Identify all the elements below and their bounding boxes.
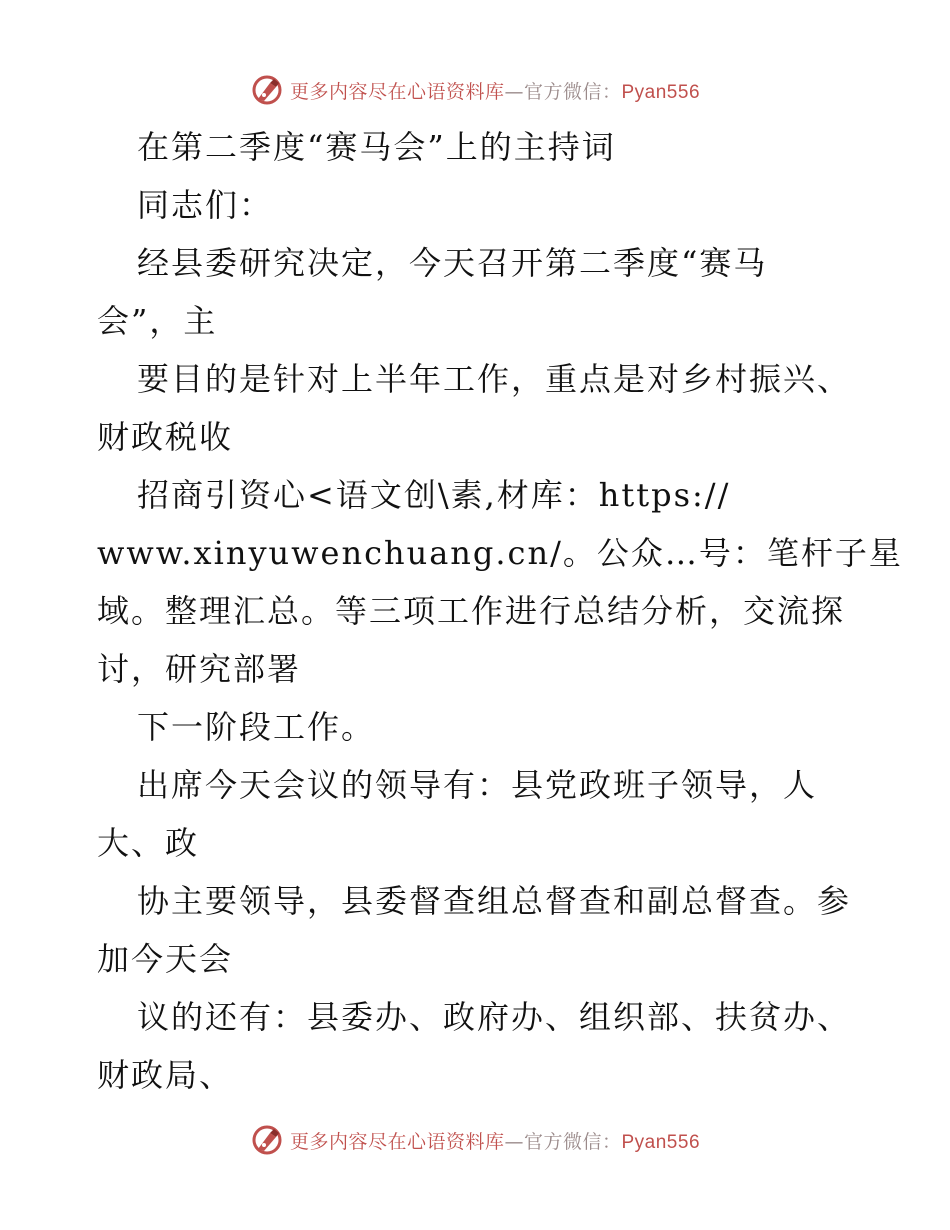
header-watermark xyxy=(0,70,950,110)
watermark-id: Pyan556 xyxy=(621,1131,701,1153)
text-line: 出席今天会议的领导有：县党政班子领导，人 xyxy=(137,766,818,804)
pen-nib-logo-icon xyxy=(250,73,284,107)
text-line: 协主要领导，县委督查组总督查和副总督查。参 xyxy=(137,882,852,920)
text-line: www.xinyuwenchuang.cn/。公众…号：笔杆子星 xyxy=(97,534,903,572)
watermark-main: 更多内容尽在心语资料库 xyxy=(289,1130,505,1153)
text-line: 下一阶段工作。 xyxy=(137,708,376,746)
watermark-text xyxy=(290,1127,700,1154)
watermark-text xyxy=(290,77,700,104)
text-line: 同志们： xyxy=(137,186,274,224)
text-line: 议的还有：县委办、政府办、组织部、扶贫办、 xyxy=(137,998,852,1036)
text-line: 财政税收 xyxy=(97,418,234,456)
watermark-sub: 官方微信： xyxy=(523,80,622,103)
text-line: 会”，主 xyxy=(97,302,218,340)
text-line: 财政局、 xyxy=(97,1056,234,1094)
text-line: 加今天会 xyxy=(97,940,234,978)
watermark-separator: — xyxy=(504,80,524,103)
text-line: 经县委研究决定，今天召开第二季度“赛马 xyxy=(137,244,768,282)
watermark-sub: 官方微信： xyxy=(523,1130,622,1153)
watermark-main: 更多内容尽在心语资料库 xyxy=(289,80,505,103)
text-line: 域。整理汇总。等三项工作进行总结分析，交流探 xyxy=(97,592,846,630)
pen-nib-logo-icon xyxy=(250,1123,284,1157)
document-title: 在第二季度“赛马会”上的主持词 xyxy=(137,128,616,166)
watermark-separator: — xyxy=(504,1130,524,1153)
footer-watermark xyxy=(0,1120,950,1160)
text-line: 要目的是针对上半年工作，重点是对乡村振兴、 xyxy=(137,360,852,398)
text-line: 招商引资心<语文创\素,材库：https:// xyxy=(137,476,731,514)
watermark-id: Pyan556 xyxy=(621,81,701,103)
text-line: 大、政 xyxy=(97,824,200,862)
text-line: 讨，研究部署 xyxy=(97,650,302,688)
document-body xyxy=(97,118,903,1104)
